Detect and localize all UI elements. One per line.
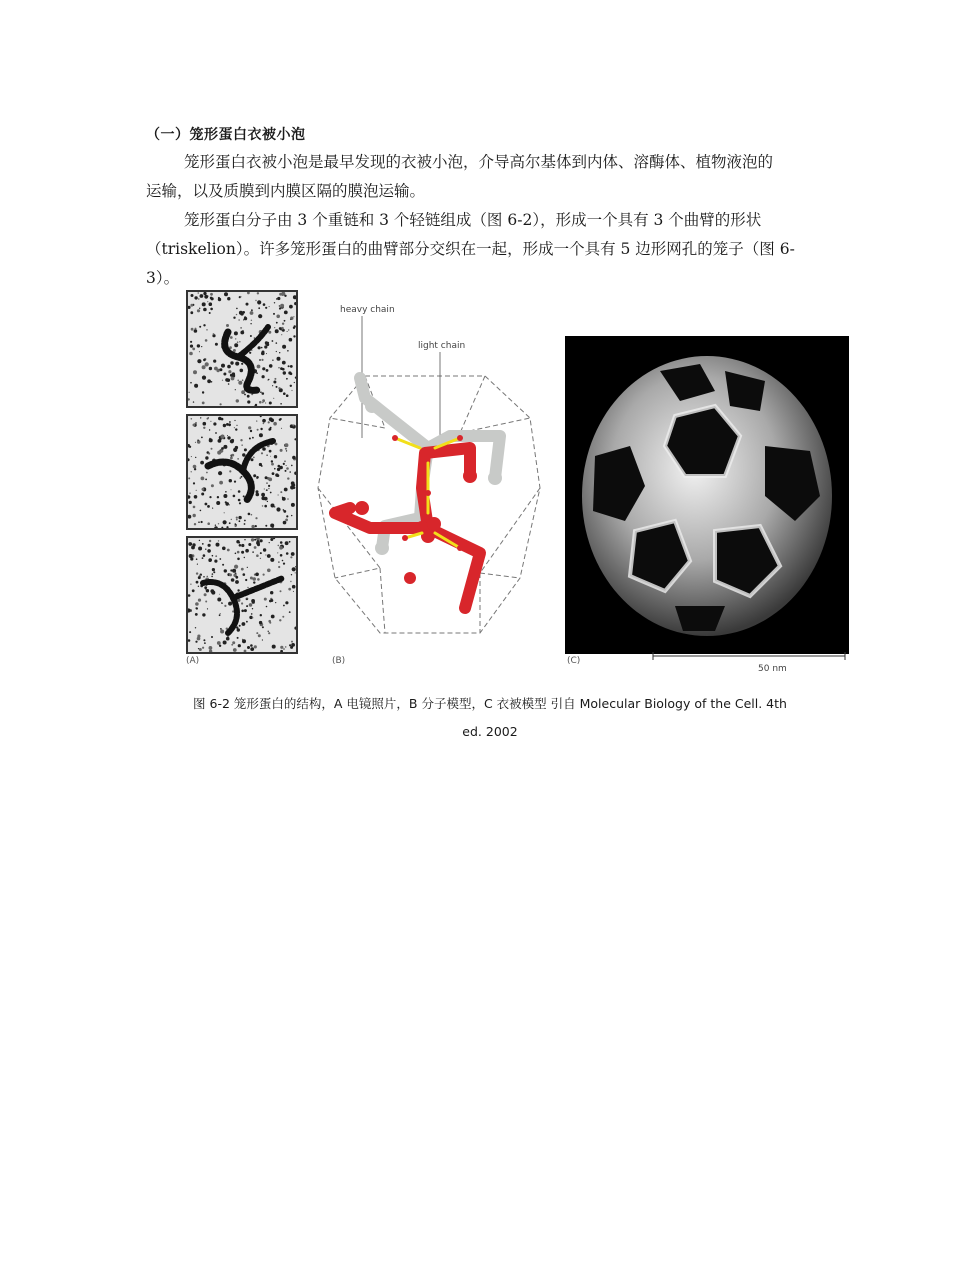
panel-label-c: (C)	[567, 656, 581, 666]
em-photo-3	[186, 536, 298, 654]
em-photo-3-image	[188, 538, 296, 652]
light-chain-label: light chain	[418, 341, 466, 351]
figure-6-2	[180, 288, 860, 678]
em-photo-1-image	[188, 292, 296, 406]
em-photo-2-image	[188, 416, 296, 528]
figure-caption-line2: ed. 2002	[462, 724, 518, 739]
p1-line2: 运输，以及质膜到内膜区隔的膜泡运输。	[146, 182, 426, 200]
p2-line3: 3）。	[146, 269, 180, 287]
p1-line1: 笼形蛋白衣被小泡是最早发现的衣被小泡，介导高尔基体到内体、溶酶体、植物液泡的	[184, 153, 774, 171]
heavy-chain-label: heavy chain	[340, 305, 395, 315]
figure-caption-line1: 图 6-2 笼形蛋白的结构，A 电镜照片，B 分子模型，C 衣被模型 引自 Molecular Biology of the Cell. 4th	[193, 696, 787, 711]
triskelion-model	[310, 288, 550, 658]
scale-bar-label: 50 nm	[758, 664, 787, 674]
em-photo-2	[186, 414, 298, 530]
paragraph-2	[146, 206, 846, 293]
clathrin-cage-image	[565, 336, 849, 654]
scale-bar	[650, 652, 850, 666]
em-photo-1	[186, 290, 298, 408]
panel-label-b: (B)	[332, 656, 346, 666]
p2-line1: 笼形蛋白分子由 3 个重链和 3 个轻链组成（图 6-2），形成一个具有 3 个曲臂的形状	[184, 211, 762, 229]
section-heading: （一）笼形蛋白衣被小泡	[146, 127, 306, 143]
red-heavy-chain	[335, 448, 480, 608]
paragraph-1	[146, 148, 846, 206]
panel-label-a: (A)	[186, 656, 200, 666]
p2-line2: （triskelion）。许多笼形蛋白的曲臂部分交织在一起，形成一个具有 5 边形网孔的笼子（图 6-	[146, 240, 795, 258]
